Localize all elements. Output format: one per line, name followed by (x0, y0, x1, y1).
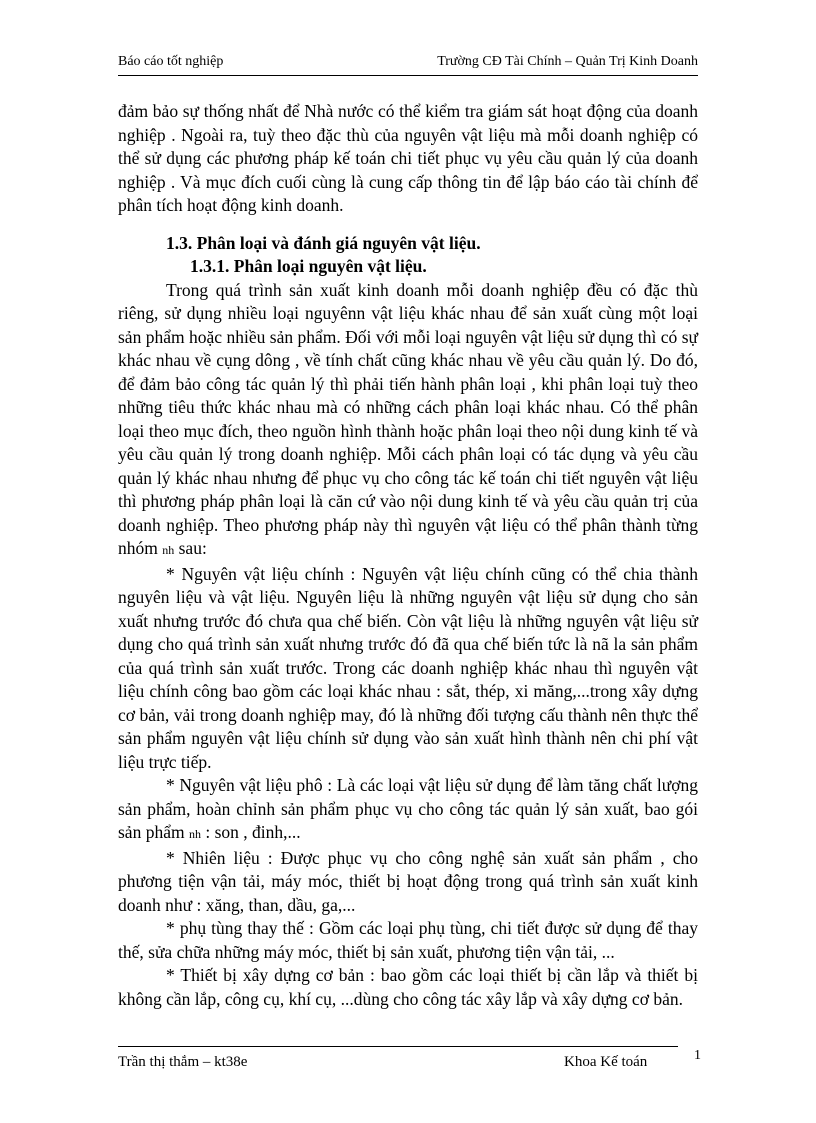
small-glyph-nh: nh (162, 543, 175, 557)
paragraph-spare-parts: * phụ tùng thay thế : Gồm các loại phụ tùng, chi tiết được sử dụng để thay thế, sửa chữa những máy móc, thiết bị sản xuất, phương tiện vận tải, ... (118, 918, 698, 962)
footer-author: Trần thị thắm – kt38e (118, 1054, 248, 1070)
section-heading: 1.3. Phân loại và đánh giá nguyên vật liệu. (166, 232, 481, 253)
subsection-heading: 1.3.1. Phân loại nguyên vật liệu. (190, 256, 427, 276)
paragraph-classification (118, 279, 698, 563)
page-number: 1 (694, 1048, 701, 1063)
paragraph-classification-text: Trong quá trình sản xuất kinh doanh mỗi doanh nghiệp đều có đặc thù riêng, sử dụng nhiều loại nguyênn vật liệu khác nhau để sản xuất cùng một loại sản phẩm hoặc nhiều sản phẩm. Đối với mỗi loại nguyên vật liệu sử dụng thì có sự khác nhau về cụng dông , về tính chất cũng khác nhau về yêu cầu quản lý. Do đó, để đảm bảo công tác quản lý thì phải tiến hành phân loại , khi phân loại tuỳ theo những tiêu thức khác nhau mà có những cách phân loại khác nhau. Có thể phân loại theo mục đích, theo nguồn hình thành hoặc phân loại theo nội dung kinh tế và yêu cầu quản lý trong doanh nghiệp. Mỗi cách phân loại có tác dụng và yêu cầu quản lý khác nhau nhưng để phục vụ cho công tác kế toán chi tiết nguyên vật liệu thì phương pháp phân loại là căn cứ vào nội dung kinh tế và yêu cầu quản trị của doanh nghiệp. Theo phương pháp này thì nguyên vật liệu có thể phân thành từng nhóm (118, 279, 698, 558)
header-right-text: Trường CĐ Tài Chính – Quản Trị Kinh Doanh (437, 54, 698, 69)
paragraph-construction-equipment: * Thiết bị xây dựng cơ bản : bao gồm các loại thiết bị cần lắp và thiết bị không cần lắp, công cụ, khí cụ, ...dùng cho công tác xây lắp và xây dựng cơ bản. (118, 965, 698, 1009)
footer-rule (118, 1046, 678, 1047)
paragraph-auxiliary-end: : son , đinh,... (205, 822, 301, 842)
small-glyph-nh-2: nh (188, 827, 201, 841)
paragraph-main-materials: * Nguyên vật liệu chính : Nguyên vật liệu chính cũng có thể chia thành nguyên liệu và vật liệu. Nguyên liệu là những nguyên vật liệu sử dụng cho sản xuất nhưng trước đó chưa qua chế biến. Còn vật liệu là những nguyên vật liệu sử dụng cho quá trình sản xuất nhưng trước đó đã qua chế biến tức là nã la sản phẩm của quá trình sản xuất trước. Trong các doanh nghiệp khác nhau thì nguyên vật liệu chính công bao gồm các loại khác nhau : sắt, thép, xi măng,...trong xây dựng cơ bản, vải trong doanh nghiệp may, đó là những đối tượng cấu thành nên thực thể sản phẩm nguyên vật liệu chính sử dụng vào sản xuất hình thành nên chi phí vật liệu trực tiếp. (118, 563, 698, 772)
paragraph-auxiliary-materials (118, 774, 698, 847)
header-left-text: Báo cáo tốt nghiệp (118, 54, 224, 69)
paragraph-intro: đảm bảo sự thống nhất để Nhà nước có thể kiểm tra giám sát hoạt động của doanh nghiệp . Ngoài ra, tuỳ theo đặc thù của nguyên vật liệu mà mỗi doanh nghiệp có thể sử dụng các phương pháp kế toán chi tiết phục vụ yêu cầu quản lý của doanh nghiệp . Và mục đích cuối cùng là cung cấp thông tin để lập báo cáo tài chính để phân tích hoạt động kinh doanh. (118, 101, 698, 215)
footer-department: Khoa Kế toán (564, 1054, 648, 1070)
paragraph-fuel: * Nhiên liệu : Được phục vụ cho công nghệ sản xuất sản phẩm , cho phương tiện vận tải, máy móc, thiết bị hoạt động trong quá trình sản xuất kinh doanh như : xăng, than, dầu, ga,... (118, 847, 698, 915)
header-rule (118, 75, 698, 76)
paragraph-auxiliary-text: * Nguyên vật liệu phô : Là các loại vật liệu sử dụng để làm tăng chất lượng sản phẩm, hoàn chỉnh sản phẩm phục vụ cho công tác quản lý sản xuất, bao gói sản phẩm (118, 775, 698, 842)
page-header (118, 52, 698, 74)
page-body (118, 100, 698, 1011)
paragraph-classification-end: sau: (178, 538, 207, 558)
